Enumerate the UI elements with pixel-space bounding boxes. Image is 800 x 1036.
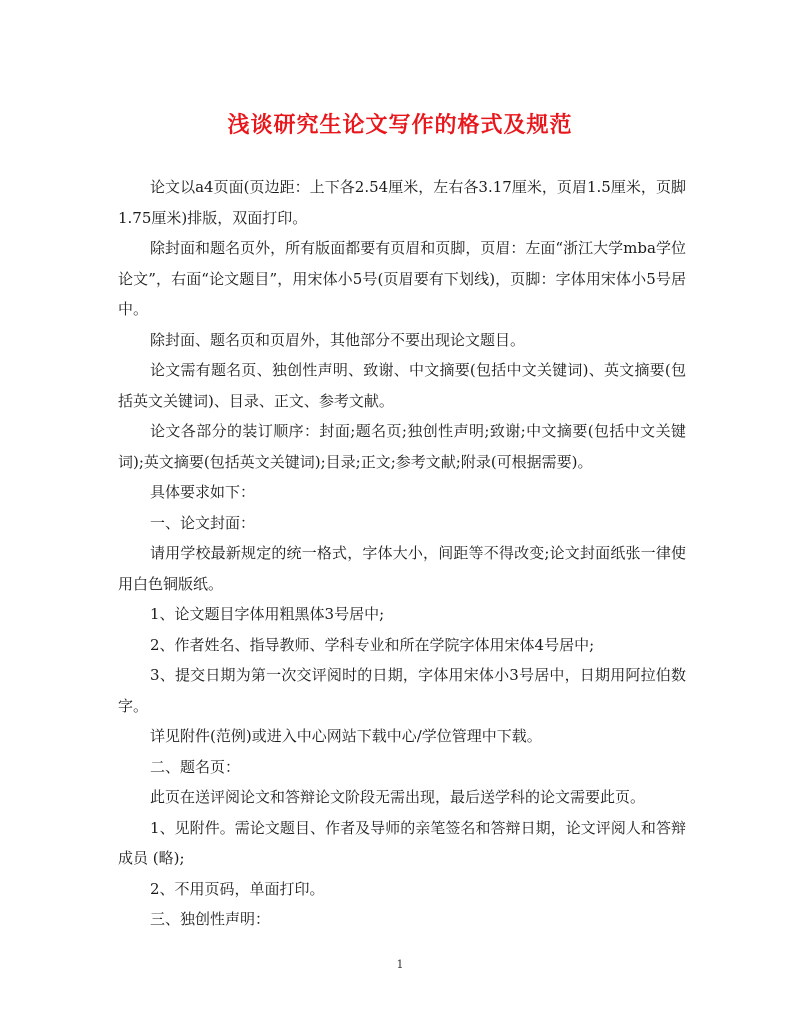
- list-item-cover-title: 1、论文题目字体用粗黑体3号居中;: [150, 605, 385, 623]
- page-number: 1: [396, 958, 404, 971]
- list-item-cover-date: 3、提交日期为第一次交评阅时的日期，字体用宋体小3号居中，日期用阿拉伯数字。: [118, 666, 686, 715]
- paragraph-title-page-usage: 此页在送评阅论文和答辩论文阶段无需出现，最后送学科的论文需要此页。: [150, 788, 646, 806]
- list-item-title-page-printing: 2、不用页码，单面打印。: [150, 879, 325, 898]
- paragraph-title-placement: 除封面、题名页和页眉外，其他部分不要出现论文题目。: [150, 330, 526, 349]
- paragraph-required-sections: 论文需有题名页、独创性声明、致谢、中文摘要(包括中文关键词)、英文摘要(包括英文关键词)、目录、正文、参考文献。: [118, 361, 686, 410]
- section-heading-cover: 一、论文封面：: [150, 513, 256, 532]
- paragraph-page-setup: 论文以a4页面(页边距：上下各2.54厘米，左右各3.17厘米，页眉1.5厘米，页脚1.75厘米)排版，双面打印。: [118, 178, 686, 227]
- list-item-title-page-signatures: 1、见附件。需论文题目、作者及导师的亲笔签名和答辩日期，论文评阅人和答辩成员 (略);: [118, 818, 686, 867]
- paragraph-header-footer: 除封面和题名页外，所有版面都要有页眉和页脚，页眉：左面“浙江大学mba学位论文”，右面“论文题目”，用宋体小5号(页眉要有下划线)，页脚：字体用宋体小5号居中。: [118, 239, 686, 318]
- section-heading-title-page: 二、题名页：: [150, 757, 241, 776]
- document-title: 浅谈研究生论文写作的格式及规范: [227, 112, 573, 138]
- paragraph-requirements-intro: 具体要求如下：: [150, 483, 256, 501]
- section-heading-originality: 三、独创性声明：: [150, 910, 271, 928]
- paragraph-download-note: 详见附件(范例)或进入中心网站下载中心/学位管理中下载。: [150, 727, 542, 745]
- paragraph-binding-order: 论文各部分的装订顺序：封面;题名页;独创性声明;致谢;中文摘要(包括中文关键词);英文摘要(包括英文关键词);目录;正文;参考文献;附录(可根据需要)。: [118, 422, 686, 471]
- document-body: [118, 172, 686, 935]
- paragraph-cover-format: 请用学校最新规定的统一格式，字体大小，间距等不得改变;论文封面纸张一律使用白色铜版纸。: [118, 544, 686, 593]
- list-item-cover-author: 2、作者姓名、指导教师、学科专业和所在学院字体用宋体4号居中;: [150, 635, 595, 654]
